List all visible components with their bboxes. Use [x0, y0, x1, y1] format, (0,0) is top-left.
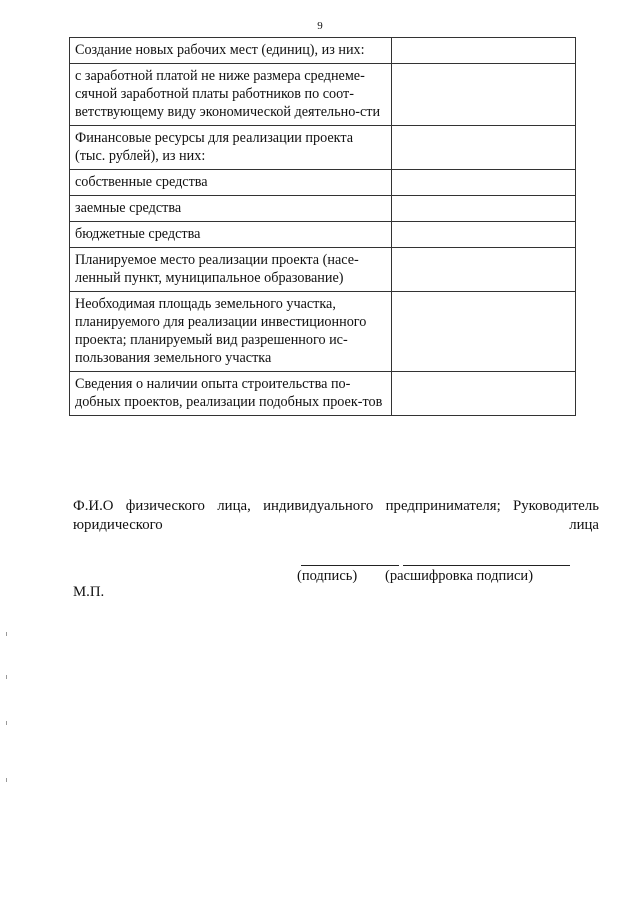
- row-label-borrowed-funds: заемные средства: [70, 196, 392, 222]
- row-label-construction-experience: Сведения о наличии опыта строительства по-добных проектов, реализации подобных проек-тов: [70, 372, 392, 416]
- row-label-jobs-created: Создание новых рабочих мест (единиц), из них:: [70, 38, 392, 64]
- row-value-financial-resources[interactable]: [392, 126, 576, 170]
- row-value-construction-experience[interactable]: [392, 372, 576, 416]
- row-value-jobs-above-avg-wage[interactable]: [392, 64, 576, 126]
- table-row: [70, 38, 576, 64]
- scan-edge-mark: [6, 778, 7, 782]
- scan-edge-mark: [6, 632, 7, 636]
- table-row: [70, 64, 576, 126]
- signature-caption: (подпись): [297, 568, 358, 584]
- stamp-placeholder: М.П.: [73, 584, 105, 600]
- row-value-own-funds[interactable]: [392, 170, 576, 196]
- table-row: [70, 248, 576, 292]
- row-value-land-area[interactable]: [392, 292, 576, 372]
- table-row: [70, 222, 576, 248]
- row-value-jobs-created[interactable]: [392, 38, 576, 64]
- table-row: [70, 170, 576, 196]
- row-label-project-location: Планируемое место реализации проекта (насе-ленный пункт, муниципальное образование): [70, 248, 392, 292]
- signature-transcript-line[interactable]: [403, 565, 570, 566]
- scan-edge-mark: [6, 675, 7, 679]
- row-label-jobs-above-avg-wage: с заработной платой не ниже размера среднеме-сячной заработной платы работников по соот-ветствующему виду экономической деятельно-сти: [70, 64, 392, 126]
- project-info-table: [69, 37, 576, 416]
- table-row: [70, 126, 576, 170]
- signature-transcript-caption: (расшифровка подписи): [385, 568, 534, 584]
- page-number: 9: [317, 20, 323, 32]
- signature-line[interactable]: [301, 565, 399, 566]
- signatory-line: Ф.И.О физического лица, индивидуального предпринимателя; Руководитель юридического лица: [73, 498, 599, 533]
- row-label-budget-funds: бюджетные средства: [70, 222, 392, 248]
- row-value-budget-funds[interactable]: [392, 222, 576, 248]
- table-row: [70, 196, 576, 222]
- scan-edge-mark: [6, 721, 7, 725]
- row-label-own-funds: собственные средства: [70, 170, 392, 196]
- row-value-project-location[interactable]: [392, 248, 576, 292]
- row-label-land-area: Необходимая площадь земельного участка, планируемого для реализации инвестиционного проекта; планируемый вид разрешенного ис-пользования земельного участка: [70, 292, 392, 372]
- table-row: [70, 372, 576, 416]
- row-label-financial-resources: Финансовые ресурсы для реализации проекта (тыс. рублей), из них:: [70, 126, 392, 170]
- row-value-borrowed-funds[interactable]: [392, 196, 576, 222]
- table-row: [70, 292, 576, 372]
